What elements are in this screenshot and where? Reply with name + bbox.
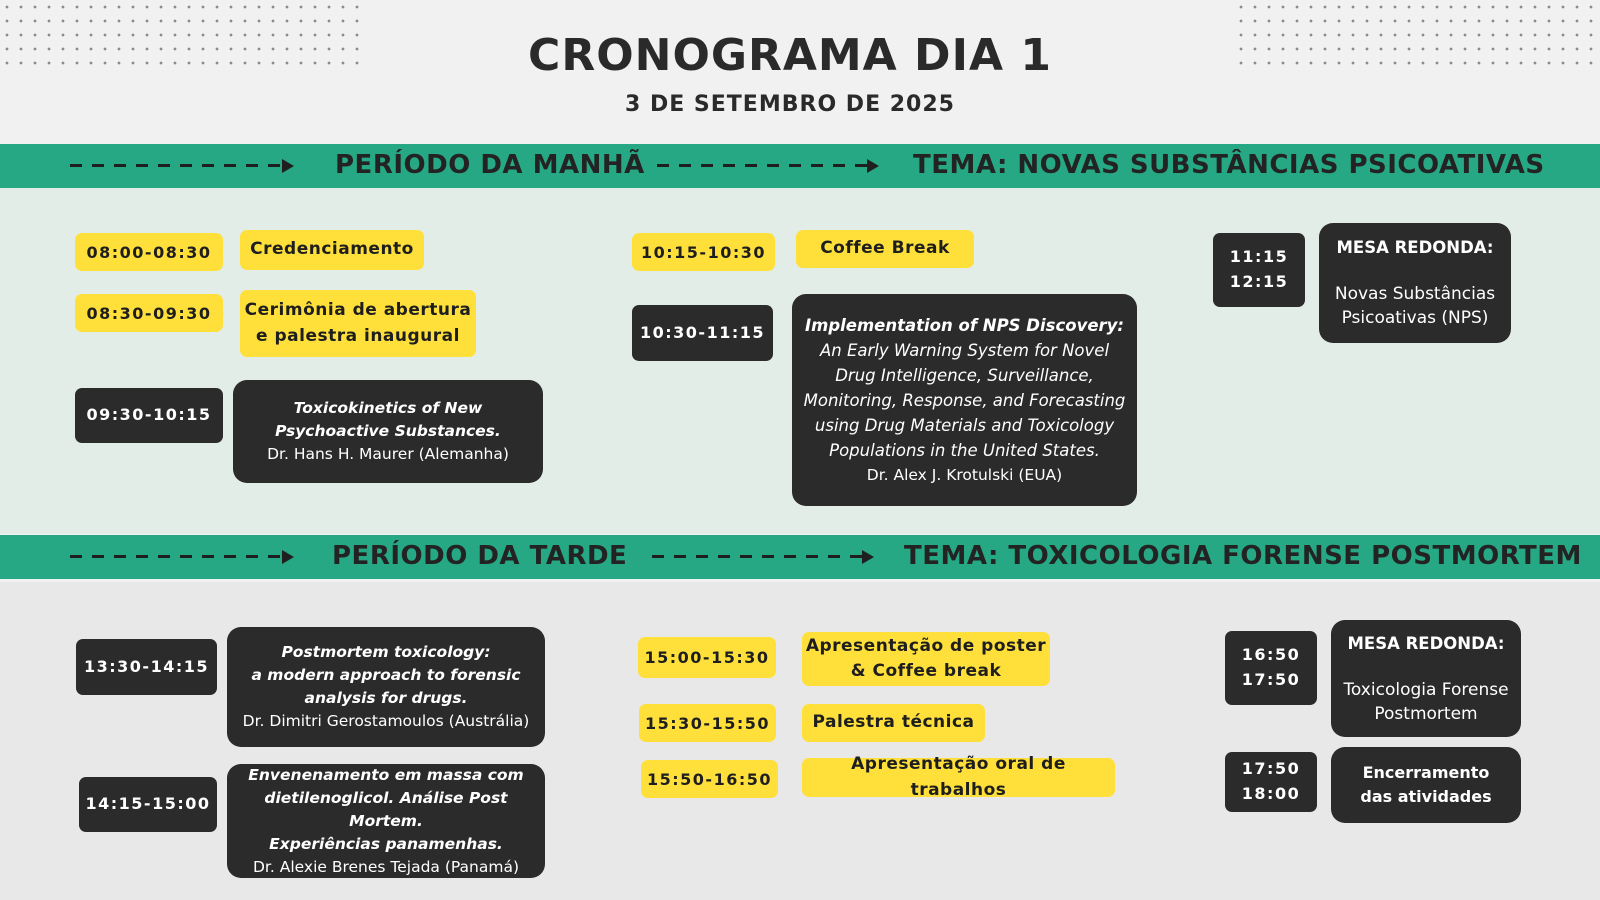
- morning-band: [0, 144, 1600, 188]
- time-badge: 09:30-10:15: [75, 388, 223, 443]
- time-badge: [1213, 233, 1305, 307]
- event-title-line: e palestra inaugural: [256, 325, 460, 346]
- lecture-title-line: Toxicokinetics of New: [293, 399, 483, 417]
- dashed-line: [657, 164, 872, 167]
- event-poster: [802, 632, 1050, 686]
- time-end: 17:50: [1241, 670, 1301, 689]
- lecture-postmortem-toxicology: [227, 627, 545, 747]
- lecture-title-line: Experiências panamenhas.: [269, 834, 503, 853]
- dashed-line: [652, 555, 867, 558]
- time-badge: [1225, 631, 1317, 705]
- roundtable-text-line: Toxicologia Forense: [1343, 679, 1509, 700]
- time-start: 16:50: [1241, 645, 1301, 665]
- lecture-nps-discovery: [792, 294, 1137, 506]
- roundtable-nps: [1319, 223, 1511, 343]
- lecture-title-line: analysis for drugs.: [304, 689, 468, 707]
- afternoon-period-label: PERÍODO DA TARDE: [332, 541, 628, 571]
- time-end: 12:15: [1229, 272, 1289, 291]
- time-badge: 14:15-15:00: [79, 777, 217, 832]
- time-start: 11:15: [1229, 247, 1289, 267]
- morning-period-label: PERÍODO DA MANHÃ: [335, 150, 645, 180]
- event-encerramento: [1331, 747, 1521, 823]
- lecture-title-line: Psychoactive Substances.: [275, 422, 501, 440]
- lecture-title-line: Implementation of NPS Discovery:: [804, 315, 1125, 335]
- time-badge: 15:50-16:50: [641, 760, 778, 798]
- event-palestra-tecnica: Palestra técnica: [802, 704, 985, 742]
- lecture-speaker: Dr. Alex J. Krotulski (EUA): [866, 465, 1063, 484]
- lecture-toxicokinetics: [233, 380, 543, 483]
- event-credenciamento: Credenciamento: [240, 230, 424, 270]
- time-badge: 10:15-10:30: [632, 233, 775, 271]
- lecture-desc-line: using Drug Materials and Toxicology: [814, 415, 1115, 435]
- event-abertura: [240, 290, 476, 357]
- arrow-right-icon: [282, 550, 294, 564]
- lecture-desc-line: Monitoring, Response, and Forecasting: [803, 390, 1126, 410]
- morning-theme-label: TEMA: NOVAS SUBSTÂNCIAS PSICOATIVAS: [913, 150, 1545, 180]
- lecture-speaker: Dr. Alexie Brenes Tejada (Panamá): [252, 857, 520, 876]
- event-coffee-break: Coffee Break: [796, 230, 974, 268]
- roundtable-heading: MESA REDONDA:: [1336, 238, 1494, 257]
- lecture-desc-line: Populations in the United States.: [829, 440, 1100, 460]
- time-badge: 15:00-15:30: [638, 637, 776, 678]
- dashed-line: [70, 164, 285, 167]
- afternoon-theme-label: TEMA: TOXICOLOGIA FORENSE POSTMORTEM: [904, 541, 1582, 571]
- page-title: CRONOGRAMA DIA 1: [528, 30, 1052, 81]
- event-title-line: & Coffee break: [850, 661, 1002, 681]
- lecture-speaker: Dr. Hans H. Maurer (Alemanha): [267, 445, 509, 463]
- arrow-right-icon: [862, 550, 874, 564]
- lecture-title-line: Postmortem toxicology:: [281, 643, 491, 661]
- time-badge: 08:30-09:30: [75, 294, 223, 332]
- time-badge: 15:30-15:50: [639, 704, 776, 742]
- lecture-desc-line: Drug Intelligence, Surveillance,: [835, 365, 1094, 385]
- time-badge: 13:30-14:15: [76, 639, 217, 695]
- lecture-dietilenoglicol: [227, 764, 545, 878]
- time-end: 18:00: [1241, 784, 1301, 803]
- afternoon-band: [0, 535, 1600, 579]
- event-apresentacao-oral: Apresentação oral de trabalhos: [802, 758, 1115, 797]
- event-title-line: Cerimônia de abertura: [244, 300, 472, 320]
- time-badge: 10:30-11:15: [632, 305, 773, 361]
- roundtable-text-line: Psicoativas (NPS): [1341, 308, 1489, 328]
- roundtable-heading: MESA REDONDA:: [1347, 633, 1505, 653]
- arrow-right-icon: [867, 159, 879, 173]
- lecture-title-line: Envenenamento em massa com: [248, 765, 524, 784]
- roundtable-postmortem: [1331, 620, 1521, 737]
- lecture-title-line: a modern approach to forensic: [251, 666, 521, 684]
- event-title-line: Encerramento: [1362, 763, 1490, 782]
- lecture-speaker: Dr. Dimitri Gerostamoulos (Austrália): [242, 712, 530, 730]
- arrow-right-icon: [282, 159, 294, 173]
- event-title-line: das atividades: [1360, 787, 1492, 806]
- time-badge: 08:00-08:30: [75, 233, 223, 271]
- roundtable-text-line: Novas Substâncias: [1334, 284, 1496, 304]
- dashed-line: [70, 555, 285, 558]
- time-badge: [1225, 752, 1317, 812]
- page-date: 3 DE SETEMBRO DE 2025: [625, 92, 955, 117]
- time-start: 17:50: [1241, 759, 1301, 779]
- event-title-line: Apresentação de poster: [805, 636, 1047, 657]
- lecture-desc-line: An Early Warning System for Novel: [819, 340, 1110, 360]
- roundtable-text-line: Postmortem: [1374, 703, 1478, 724]
- lecture-title-line: dietilenoglicol. Análise Post Mortem.: [264, 788, 508, 830]
